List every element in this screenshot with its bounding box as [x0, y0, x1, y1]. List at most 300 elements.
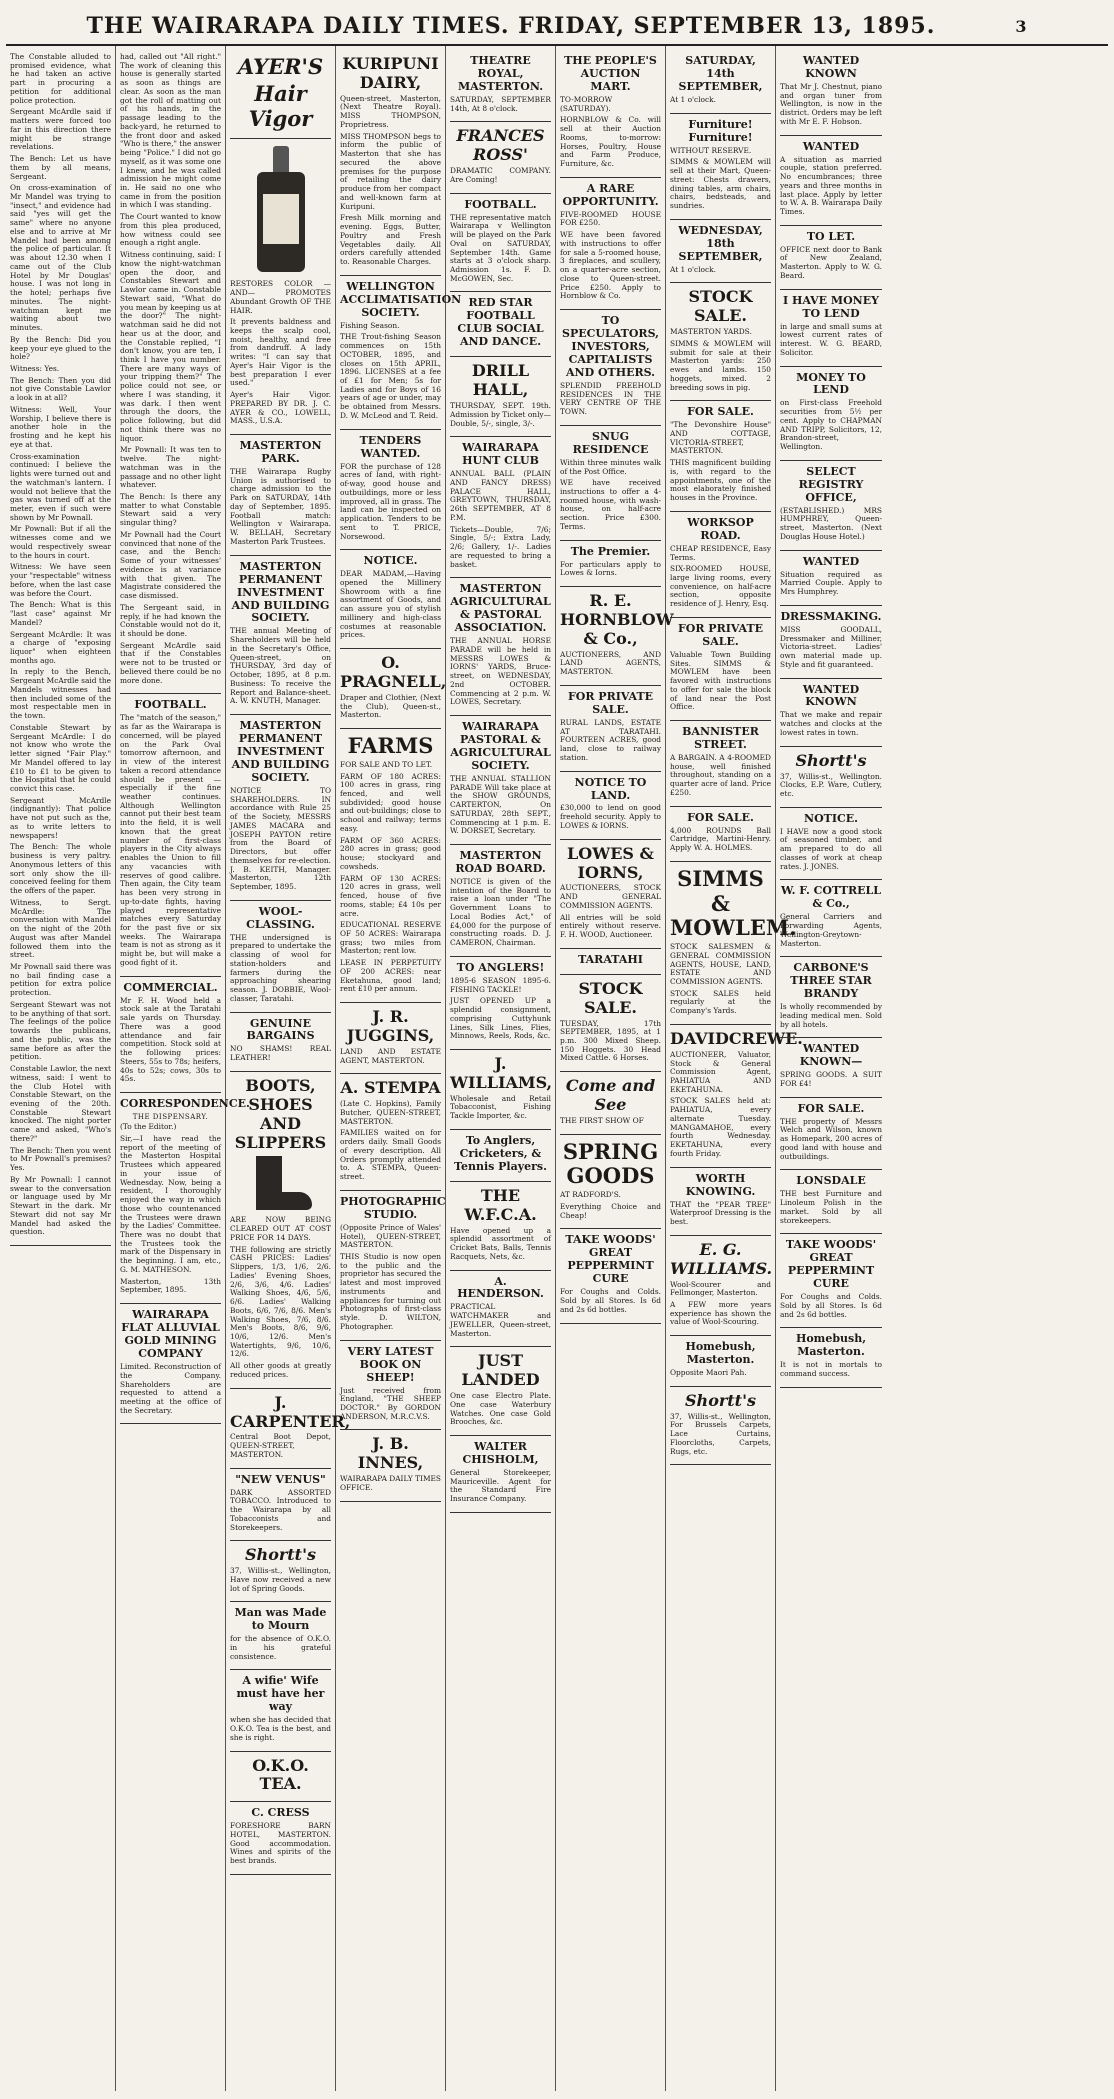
page-number: 3 [1015, 16, 1028, 36]
paragraph: Within three minutes walk of the Post Office. [560, 457, 661, 476]
article-section [340, 1003, 441, 1074]
article-section [560, 840, 661, 949]
section-heading: TO ANGLERS! [456, 960, 545, 974]
paragraph: WE have received instructions to offer a 4-roomed house, with wash-house, on half-acre section. Price £300. Terms. [560, 478, 661, 531]
paragraph: Sergeant McArdle said that if the Constables were not to be trusted or believed there could be no more done. [120, 640, 221, 685]
paragraph: The Bench: Then you did not give Constable Lawlor a look in at all? [10, 375, 111, 403]
paragraph: THE annual Meeting of Shareholders will be held in the Secretary's Office, Queen-street, on THURSDAY, 3rd day of October, 1895, at 8 p.m. Business: To receive the Report and Balance-sheet. A. W. KNUTH, Manager. [230, 626, 331, 706]
paragraph: FAMILIES waited on for orders daily. Small Goods of every description. All Orders promptly attended to. A. STEMPA, Queen-street. [340, 1128, 441, 1182]
paragraph: Sergeant McArdle (indignantly): That police have not put such as the, as to write letters to newspapers! [10, 795, 111, 840]
article-section [670, 283, 771, 401]
paragraph: 4,000 ROUNDS Ball Cartridge, Martini-Henry. Apply W. A. HOLMES. [670, 825, 771, 853]
paragraph: NOTICE is given of the intention of the Board to raise a loan under "The Government Loans to Local Bodies Act," of £4,000 for the purpose of constructing roads. D. J. CAMERON, Chairman. [450, 876, 551, 948]
article-section [780, 957, 882, 1038]
paragraph: SPRING GOODS. A SUIT FOR £4! [780, 1070, 882, 1089]
paragraph: At 1 o'clock. [670, 94, 716, 104]
article-section [560, 587, 674, 686]
article-section [670, 618, 771, 721]
paragraph: Mr Pownall said there was no bail finding case a petition for extra police protection. [10, 961, 111, 998]
paragraph: THURSDAY, SEPT. 19th. Admission by Ticket only—Double, 5/-, single, 3/-. [450, 401, 551, 428]
section-heading: TAKE WOODS' GREAT PEPPERMINT CURE [565, 1233, 656, 1286]
paragraph: By the Bench: Did you keep your eye glued to the hole? [10, 334, 111, 362]
section-heading: Homebush, Masterton. [685, 1340, 756, 1367]
article-section [560, 50, 661, 178]
article-section [230, 715, 331, 901]
article-section [340, 430, 441, 551]
paragraph: The Bench: What is this "last case" against Mr Mandel? [10, 600, 111, 627]
section-heading: TAKE WOODS' GREAT PEPPERMINT CURE [785, 1238, 877, 1291]
article-section [340, 729, 441, 1003]
section-heading: THEATRE ROYAL, MASTERTON. [457, 54, 544, 93]
section-heading: WANTED [802, 139, 860, 153]
article-section [340, 550, 441, 649]
paragraph: £30,000 to lend on good freehold security. Apply to LOWES & IORNS. [560, 803, 661, 830]
paragraph: 37, Willis-st., Wellington, For Brussels Carpets, Lace Curtains, Floorcloths, Carpets, Rugs, etc. [670, 1411, 771, 1456]
article-section [230, 50, 331, 139]
paragraph: Limited. Reconstruction of the Company. Shareholders are requested to attend a meeting at the office of the Secretary. [120, 1362, 221, 1415]
paragraph: A situation as married couple, station preferred. No encumbrances; three years and three months in last place. Apply by letter to W. A. B. Wairarapa Daily Times. [780, 154, 882, 216]
paragraph: LEASE IN PERPETUITY OF 200 ACRES: near Eketahuna, good land; rent £10 per annum. [340, 958, 441, 994]
paragraph: RESTORES COLOR —AND— PROMOTES Abundant Growth OF THE HAIR. [230, 279, 331, 315]
section-heading: WANTED KNOWN— [799, 1042, 863, 1069]
section-heading: MASTERTON PERMANENT INVESTMENT AND BUILDING SOCIETY. [231, 719, 330, 784]
paragraph: Sergeant McArdle: It was a charge of "exposing liquor" when eighteen months ago. [10, 629, 111, 665]
paragraph: Mr F. H. Wood held a stock sale at the Taratahi sale yards on Thursday. There was a good attendance and fair competition. Stock sold at the following prices: Steers, 55s to 78s; heifers, 40s to 52s; cows, 30s to 45s. [120, 995, 221, 1084]
paragraph: General Carriers and Forwarding Agents, Wellington-Greytown-Masterton. [780, 912, 882, 948]
article-section [780, 1170, 882, 1234]
paragraph: Witness, to Sergt. McArdle: The conversation with Mandel on the night of the 20th August was after Mandel followed them into the street. [10, 897, 111, 960]
section-heading: Homebush, Masterton. [795, 1332, 867, 1359]
paragraph: Valuable Town Building Sites. SIMMS & MOWLEM have been favored with instructions to offer for sale the block of land near the Post Office. [670, 649, 771, 712]
paragraph: ARE NOW BEING CLEARED OUT AT COST PRICE FOR 14 DAYS. [230, 1215, 331, 1242]
paragraph: The "match of the season," as far as the Wairarapa is concerned, will be played on the Park Oval tomorrow afternoon, and in view of the interest taken a record attendance should be present — especially if the fine weather continues. Although Wellington cannot put their best team into the field, it is well known that the great number of first-class players in the City always enables the Union to fill any vacancies with reserves of good calibre. Then again, the City team has been very strong in up-to-date fights, having played representative matches every Saturday for the past five or six weeks. The Wairarapa team is not as strong as it might be, but will make a good fight of it. [120, 713, 221, 967]
paragraph: For particulars apply to Lowes & Iorns. [560, 559, 661, 578]
paragraph: Masterton, 13th September, 1895. [120, 1276, 221, 1295]
paragraph: That we make and repair watches and clocks at the lowest rates in town. [780, 710, 882, 737]
article-section [120, 977, 221, 1093]
section-heading: TO SPECULATORS, INVESTORS, CAPITALISTS AND OTHERS. [562, 314, 659, 379]
section-heading: J. R. JUGGINS, [346, 1007, 435, 1046]
article-section [780, 136, 882, 226]
paragraph: Mr Pownall had the Court convinced that none of the case, and the Bench: Some of your witnesses' evidence is at variance with that given. The Magistrate considered the case dismissed. [120, 529, 221, 601]
paragraph: For Coughs and Colds. Sold by all Stores. Is 6d and 2s 6d bottles. [780, 1292, 882, 1319]
section-heading: FRANCES ROSS' [456, 126, 545, 165]
column-4 [336, 46, 462, 2091]
paragraph: (ESTABLISHED.) MRS HUMPHREY, Queen-street, Masterton. (Next Douglas House Hotel.) [780, 505, 882, 541]
article-section [670, 1025, 803, 1168]
section-heading: WOOL-CLASSING. [246, 904, 315, 931]
paragraph: MASTERTON YARDS. [670, 327, 752, 337]
section-heading: MASTERTON AGRICULTURAL & PASTORAL ASSOCIATION. [450, 582, 551, 635]
article-section [670, 1387, 771, 1466]
paragraph: on First-class Freehold securities from 5½ per cent. Apply to CHAPMAN AND TRIPP, Solicitors, 12, Brandon-street, Wellington. [780, 398, 882, 452]
section-heading: J. B. INNES, [357, 1434, 424, 1473]
paragraph: SATURDAY, SEPTEMBER 14th, At 8 o'clock. [450, 94, 551, 113]
paragraph: had, called out "All right." The work of cleaning this house is generally started as soon as things are clear. As soon as the man got the roll of matting out of his hands, in the passage leading to the back-yard, he returned to the front door and asked "Who is there," the answer being "Police." I did not go myself, as it was some one I knew, and he was called admission he might come in. He said no one who came in from the position in which I was standing. [120, 52, 221, 210]
section-heading: FOR SALE. [687, 810, 754, 824]
paragraph: Mr Pownall: It was ten to twelve. The night-watchman was in the passage and no other light whatever. [120, 445, 221, 490]
article-section [230, 1752, 331, 1803]
article-section [780, 367, 882, 461]
paragraph: Ayer's Hair Vigor. PREPARED BY DR. J. C. AYER & CO., LOWELL, MASS., U.S.A. [230, 390, 331, 426]
paragraph: Sergeant Stewart was not to be anything of that sort. The feelings of the police towards the publicans, and the public, was the same before as after the petition. [10, 999, 111, 1062]
section-heading: LONSDALE [796, 1174, 866, 1188]
boot-illustration [246, 1156, 316, 1212]
paragraph: Just received from England, "THE SHEEP DOCTOR." By GORDON ANDERSON, M.R.C.V.S. [340, 1385, 441, 1421]
paragraph: SPLENDID FREEHOLD RESIDENCES IN THE VERY CENTRE OF THE TOWN. [560, 380, 661, 417]
article-section [560, 975, 661, 1072]
article-section [340, 1341, 441, 1431]
section-heading: SATURDAY, 14th SEPTEMBER, [678, 54, 763, 93]
paragraph: Sir,—I have read the report of the meeting of the Masterton Hospital Trustees which appeared in your issue of Wednesday. Now, being a resident, I thoroughly enjoyed the way in which those who countenanced the Trustees were drawn by the Ladies' Committee. There was no doubt that the Trustees took the mark of the Dispensary in the beginning. I am, etc., G. M. MATHESON. [120, 1133, 221, 1274]
paragraph: FOR SALE AND TO LET. [340, 759, 433, 769]
paragraph: HORNBLOW & Co. will sell at their Auction Rooms, to-morrow: Horses, Poultry, House and Farm Produce, Furniture, &c. [560, 115, 661, 169]
section-heading: NOTICE. [804, 811, 858, 825]
paragraph: TO-MORROW (SATURDAY). [560, 94, 613, 113]
paragraph: Fresh Milk morning and evening. Eggs, Butter, Poultry and Fresh Vegetables daily. All orders carefully attended to. Reasonable Charges. [340, 213, 441, 266]
article-section [670, 220, 771, 284]
article-section [450, 1050, 551, 1130]
article-section [230, 1013, 331, 1072]
paragraph: Witness: Yes. [10, 363, 60, 373]
column-3 [226, 46, 351, 2091]
paragraph: SIX-ROOMED HOUSE, large living rooms, every convenience, on half-acre section, opposite residence of J. Henry, Esq. [670, 564, 771, 609]
section-heading: WANTED [802, 554, 860, 568]
section-heading: WAIRARAPA FLAT ALLUVIAL GOLD MINING COMPANY [121, 1308, 220, 1361]
article-section [780, 461, 882, 551]
columns [6, 46, 1108, 2091]
article-section [340, 276, 462, 430]
paragraph: At 1 o'clock. [670, 264, 716, 274]
paragraph: Have opened up a splendid assortment of Cricket Bats, Balls, Tennis Racquets, Nets, &c. [450, 1225, 551, 1261]
section-heading: GENUINE BARGAINS [246, 1016, 315, 1043]
section-heading: WAIRARAPA PASTORAL & AGRICULTURAL SOCIETY. [450, 720, 551, 772]
section-heading: BANNISTER STREET. [682, 724, 759, 751]
paragraph: STOCK SALES held regularly at the Company's Yards. [670, 988, 771, 1016]
paragraph: PRACTICAL WATCHMAKER and JEWELLER, Queen-street, Masterton. [450, 1302, 551, 1338]
paragraph: 1895-6 SEASON 1895-6. FISHING TACKLE! [450, 975, 551, 994]
article-section [670, 50, 771, 114]
article-section [230, 556, 331, 715]
article-section [340, 649, 447, 729]
paragraph: Is wholly recommended by leading medical men. Sold by all hotels. [780, 1002, 882, 1029]
article-section [230, 901, 331, 1013]
section-heading: NOTICE. [363, 554, 418, 568]
section-heading: KURIPUNI DAIRY, [342, 54, 439, 92]
section-heading: THE PEOPLE'S AUCTION MART. [564, 54, 657, 93]
section-heading: WALTER CHISHOLM, [462, 1440, 539, 1467]
paragraph: WAIRARAPA DAILY TIMES OFFICE. [340, 1474, 441, 1492]
article-section [230, 1670, 331, 1751]
article-section [230, 1389, 351, 1469]
article-section [670, 1168, 771, 1236]
article-section [230, 1072, 331, 1389]
paragraph: (Late C. Hopkins), Family Butcher, QUEEN-STREET, MASTERTON. [340, 1099, 441, 1126]
section-heading: FOR SALE. [687, 405, 754, 419]
article-section [450, 1436, 551, 1513]
paragraph: Sergeant McArdle said if matters were forced too far in this direction there might be strange revelations. [10, 107, 111, 152]
section-heading: STOCK SALE. [688, 287, 753, 326]
paragraph: MISS THOMPSON begs to inform the public of Masterton that she has secured the above premises for the purpose of retailing the dairy produce from her compact and well-known farm at Kuripuni. [340, 131, 441, 211]
article-section [450, 845, 551, 957]
column-6 [556, 46, 674, 2091]
paragraph: THIS magnificent building is, with regard to the appointments, one of the most elaborately finished houses in the Province. [670, 458, 771, 503]
section-heading: R. E. HORNBLOW & Co., [560, 591, 674, 648]
article-section [450, 1271, 551, 1348]
paragraph: THE following are strictly CASH PRICES: Ladies' Slippers, 1/3, 1/6, 2/6. Ladies' Evening Shoes, 2/6, 3/6, 4/6. Ladies' Walking Shoes, 4/6, 5/6, 6/6. Ladies' Walking Boots, 6/6, 7/6, 8/6. Men's Walking Shoes, 7/6, 8/6. Men's Boots, 8/6, 9/6, 10/6, 12/6. Men's Watertights, 9/6, 10/6, 12/6. [230, 1244, 331, 1359]
paragraph: OFFICE next door to Bank of New Zealand, Masterton. Apply to W. G. Beard. [780, 244, 882, 280]
section-heading: A wifie' Wife must have her way [236, 1674, 325, 1714]
paragraph: Wool-Scourer and Fellmonger, Masterton. [670, 1279, 771, 1298]
paragraph: Central Boot Depot, QUEEN-STREET, MASTERTON. [230, 1432, 331, 1459]
article-section [340, 1074, 441, 1190]
paragraph: In reply to the Bench, Sergeant McArdle said the Mandels witnesses had then included some of the most respectable men in the town. [10, 667, 111, 721]
section-heading: FARMS [347, 733, 434, 759]
paragraph: AUCTIONEERS, AND LAND AGENTS, MASTERTON. [560, 649, 661, 677]
section-heading: O. PRAGNELL, [340, 653, 447, 691]
section-heading: O.K.O. TEA. [252, 1755, 309, 1794]
section-heading: STOCK SALE. [578, 978, 643, 1017]
paragraph: 37, Willis-st., Wellington. Clocks, E.P. Ware, Cutlery, etc. [780, 771, 882, 798]
article-section [560, 772, 661, 840]
section-heading: TARATAHI [578, 952, 643, 966]
paragraph: TUESDAY, 17th SEPTEMBER, 1895, at 1 p.m. 300 Mixed Sheep. 150 Hoggets. 30 Head Mixed Cattle. 6 Horses. [560, 1018, 661, 1063]
article-section [450, 357, 551, 437]
article-section [450, 578, 551, 716]
article-section [780, 606, 882, 679]
paragraph: I HAVE now a good stock of seasoned timber, and am prepared to do all classes of work at cheap rates. J. JONES. [780, 826, 882, 871]
section-heading: Man was Made to Mourn [234, 1606, 327, 1633]
hair-tonic-bottle-illustration [251, 146, 311, 276]
section-heading: PHOTOGRAPHIC STUDIO. [340, 1194, 446, 1221]
article-section [450, 194, 551, 293]
masthead [6, 8, 1108, 46]
section-heading: WEDNESDAY, 18th SEPTEMBER, [678, 223, 763, 263]
paragraph: 37, Willis-st., Wellington, Have now received a new lot of Spring Goods. [230, 1566, 331, 1593]
paragraph: A FEW more years experience has shown the value of Wool-Scouring. [670, 1299, 771, 1327]
section-heading: E. G. WILLIAMS. [670, 1239, 773, 1278]
paragraph: By Mr Pownall: I cannot swear to the conversation or language used by Mr Stewart in the dark. Mr Stewart did not say Mr Mandel had asked the question. [10, 1174, 111, 1237]
paragraph: THE FIRST SHOW OF [560, 1115, 644, 1125]
article-section [560, 310, 661, 426]
paragraph: THIS Studio is now open to the public and the proprietor has secured the latest and most improved instruments and appliances for turning out Photographs of first-class style. D. WILTON, Photographer. [340, 1252, 441, 1331]
paragraph: FOR the purchase of 128 acres of land, with right-of-way, good house and outbuildings, more or less improved, all in grass. The land can be inspected on application. Tenders to be sent to T. PRICE, Norsewood. [340, 461, 441, 541]
article-section [560, 426, 661, 541]
article-section [450, 292, 551, 357]
article-section [670, 721, 771, 807]
article-section [230, 1541, 331, 1602]
section-heading: TO LET. [806, 229, 856, 243]
section-heading: WORKSOP ROAD. [687, 515, 754, 542]
paragraph: Mr Pownall: But if all the witnesses come and we would respectively swear to the hours in court. [10, 524, 111, 560]
article-section [450, 1347, 551, 1436]
paragraph: THAT the "PEAR TREE" Waterproof Dressing is the best. [670, 1199, 771, 1227]
article-section [780, 1098, 882, 1171]
article-section [120, 1093, 250, 1304]
paragraph: The Bench: The whole business is very paltry. Anonymous letters of this sort only show the ill-conceived feeling for them the offers of the paper. [10, 842, 111, 896]
article-section [10, 50, 111, 1246]
section-heading: WANTED KNOWN [802, 54, 860, 80]
section-heading: AYER'S [237, 54, 324, 79]
article-section [670, 401, 771, 512]
section-heading: W. F. COTTRELL & Co., [781, 884, 881, 911]
section-heading: THE W.F.C.A. [464, 1185, 537, 1224]
article-section [560, 1135, 661, 1230]
section-heading: LOWES & IORNS, [567, 843, 654, 882]
paragraph: DRAMATIC COMPANY. Are Coming! [450, 166, 551, 184]
paragraph: THE ANNUAL STALLION PARADE Will take place at the SHOW GROUNDS, CARTERTON, On SATURDAY, 28th SEPT., Commencing at 1 p.m. E. W. DORSET, Secretary. [450, 773, 551, 836]
paragraph: FORESHORE BARN HOTEL, MASTERTON. Good accommodation. Wines and spirits of the best brands. [230, 1821, 331, 1866]
article-section [780, 747, 882, 808]
article-section [120, 1304, 221, 1424]
section-heading: SNUG RESIDENCE [572, 429, 649, 456]
section-heading: FOR PRIVATE SALE. [677, 621, 764, 648]
section-heading: RED STAR FOOTBALL CLUB SOCIAL AND DANCE. [457, 296, 544, 349]
article-section [670, 862, 797, 1025]
section-heading: The Premier. [570, 544, 651, 558]
paragraph: WE have been favored with instructions to offer for sale a 5-roomed house, 3 fireplaces, and scullery, on a quarter-acre section, close to Queen-street. Price £250. Apply to Hornblow & Co. [560, 230, 661, 301]
column-2 [116, 46, 250, 2091]
section-heading: WELLINGTON ACCLIMATISATION SOCIETY. [340, 279, 462, 319]
article-section [340, 1430, 441, 1501]
article-section [560, 949, 661, 975]
paragraph: All entries will be sold entirely without reserve. F. H. WOOD, Auctioneer. [560, 912, 661, 940]
section-heading: DRESSMAKING. [780, 609, 882, 623]
paragraph: FARM OF 130 ACRES: 120 acres in grass, well fenced, house of five rooms, stable; £4 10s per acre. [340, 873, 441, 918]
section-heading: DAVIDCREWE. [670, 1028, 803, 1048]
section-heading: I HAVE MONEY TO LEND [783, 293, 879, 320]
section-heading: To Anglers, Cricketers, & Tennis Players. [454, 1133, 547, 1173]
paragraph: STOCK SALESMEN & GENERAL COMMISSION AGENTS, HOUSE, LAND, ESTATE AND COMMISSION AGENTS. [670, 942, 771, 986]
paragraph: A BARGAIN. A 4-ROOMED house, well finished throughout, standing on a quarter acre of land. Price £250. [670, 752, 771, 797]
article-section [340, 50, 441, 276]
article-section [780, 290, 882, 367]
paragraph: Wholesale and Retail Tobacconist, Fishing Tackle Importer, &c. [450, 1093, 551, 1121]
section-heading: FOOTBALL. [464, 197, 537, 211]
paragraph: THE property of Messrs Welch and Wilson, known as Homepark, 200 acres of good land with house and outbuildings. [780, 1116, 882, 1161]
section-heading: WANTED KNOWN [802, 682, 860, 709]
article-section [670, 512, 771, 618]
section-heading: BOOTS, SHOES AND SLIPPERS [234, 1075, 327, 1152]
paragraph: For Coughs and Colds. Sold by all Stores. Is 6d and 2s 6d bottles. [560, 1287, 661, 1314]
paragraph: Witness continuing, said: I know the night-watchman open the door, and Constables Stewart and Lawlor came in. Constable Stewart said, "What do you mean by keeping us at the door?" The night-watchman said he did not hear us at the door, and the Constable replied, "I don't know, you are ten, I think I have you number. There are many ways of your tripping them?" The police could not see, or where I was standing, it was dark. I then went through the doors, the police following, but did not think there was no liquor. [120, 250, 221, 443]
paragraph: FARM OF 180 ACRES: 100 acres in grass, ring fenced, and well subdivided; good house and out-buildings; close to school and railway; terms easy. [340, 771, 441, 833]
paragraph: EDUCATIONAL RESERVE OF 50 ACRES: Wairarapa grass; two miles from Masterton; rent low. [340, 920, 441, 956]
paragraph: Fishing Season. [340, 320, 400, 330]
paragraph: JUST OPENED UP a splendid consignment, comprising Cuttyhunk Lines, Silk Lines, Flies, Minnows, Reels, Rods, &c. [450, 996, 551, 1041]
paragraph: It is not in mortals to command success. [780, 1360, 882, 1379]
article-section [670, 114, 771, 220]
section-heading: "NEW VENUS" [235, 1472, 326, 1486]
paragraph: All other goods at greatly reduced prices. [230, 1361, 331, 1379]
section-heading: Furniture! Furniture! [688, 117, 753, 144]
paragraph: The Court wanted to know from this plea produced, how witness could see enough a right angle. [120, 212, 221, 248]
article-section [450, 957, 551, 1050]
paragraph: Draper and Clothier, (Next the Club), Queen-st., Masterton. [340, 692, 441, 720]
column-7 [666, 46, 803, 2091]
paragraph: in large and small sums at lowest current rates of interest. W. G. BEARD, Solicitor. [780, 321, 882, 357]
paragraph: The Bench: Then you went to Mr Pownall's premises? Yes. [10, 1145, 111, 1173]
article-section [230, 1802, 331, 1875]
column-5 [446, 46, 556, 2091]
paragraph: Witness: We have seen your "respectable" witness before, when the last case was before the Court. [10, 562, 111, 598]
paragraph: THE representative match Wairarapa v Wellington will be played on the Park Oval on SATURDAY, September 14th. Game starts at 3 o'clock sharp. Admission 1s. F. D. McGOWEN, Sec. [450, 212, 551, 283]
paragraph: General Storekeeper, Mauriceville. Agent for the Standard Fire Insurance Company. [450, 1468, 551, 1504]
article-section [450, 716, 551, 845]
paragraph: Constable Stewart by Sergeant McArdle: I do not know who wrote the letter signed "Fair Play." Mr Mandel offered to lay £10 to £1 to be given to the Hospital that he could convict this case. [10, 722, 111, 794]
paragraph: FARM OF 360 ACRES: 280 acres in grass; good house; stockyard and cowsheds. [340, 835, 441, 871]
section-heading: Shortt's [795, 750, 867, 770]
paragraph: ANNUAL BALL (PLAIN AND FANCY DRESS) PALACE HALL, GREYTOWN, THURSDAY, 26th SEPTEMBER, AT 8 P.M. [450, 469, 551, 522]
section-heading: J. CARPENTER, [230, 1392, 351, 1431]
section-heading: SPRING GOODS [562, 1138, 659, 1189]
paragraph: STOCK SALES held at: PAHIATUA, every alternate Tuesday. MANGAMAHOE, every fourth Wednesday. EKETAHUNA, every fourth Friday. [670, 1096, 771, 1158]
article-section [560, 541, 661, 587]
paragraph: SIMMS & MOWLEM will sell at their Mart, Queen-street: Chests drawers, dining tables, arm chairs, chairs, bedsteads, and sundries. [670, 157, 771, 210]
article-section [450, 50, 551, 122]
paragraph: Constable Lawlor, the next witness, said: I went to the Club Hotel with Constable Stewart, on the evening of the 20th. Constable Stewart knocked. The night porter came and asked, "Who's there?" [10, 1064, 111, 1143]
article-section [450, 122, 551, 193]
article-section [230, 1469, 331, 1542]
section-heading: DRILL HALL, [471, 361, 530, 400]
section-heading: CARBONE'S THREE STAR BRANDY [790, 961, 872, 1001]
section-heading: Shortt's [245, 1545, 316, 1565]
paragraph: THE best Furniture and Linoleum Polish in the market. Sold by all storekeepers. [780, 1189, 882, 1225]
article-section [230, 1602, 331, 1670]
section-heading: A. STEMPA [340, 1078, 441, 1098]
paragraph: THE Wairarapa Rugby Union is authorised to charge admission to the Park on SATURDAY, 14th day of September, 1895. Football match: Wellington v Wairarapa. W. BELLAH, Secretary Masterton Park Trustees. [230, 466, 331, 546]
paragraph: The Bench: Is there any matter to what Constable Stewart said a very singular thing? [120, 491, 221, 528]
paragraph: "The Devonshire House" AND COTTAGE, VICTORIA-STREET, MASTERTON. [670, 420, 771, 456]
article-section [780, 1328, 882, 1387]
article-section [670, 1336, 771, 1387]
article-section [120, 694, 221, 976]
paragraph: THE Trout-fishing Season commences on 15th OCTOBER, 1895, and closes on 15th APRIL, 1896. LICENSES at a fee of £1 for Men; 5s for Ladies and for Boys of 16 years of age or under, may be obtained from Messrs. D. W. McLeod and T. Reid. [340, 332, 441, 420]
section-heading: TENDERS WANTED. [359, 433, 422, 460]
paragraph: The Sergeant said, in reply, if he had known the Constable would not do it, it should be done. [120, 602, 221, 638]
paragraph: NOTICE TO SHAREHOLDERS. IN accordance with Rule 25 of the Society, MESSRS JAMES MACARA and JOSEPH PAYTON retire from the Board of Directors, but offer themselves for re-election. J. B. KEITH, Manager. Masterton, 12th September, 1895. [230, 785, 331, 891]
article-section [560, 1072, 661, 1134]
section-heading: Come and See [565, 1076, 656, 1115]
paragraph: One case Electro Plate. One case Waterbury Watches. One case Gold Brooches, &c. [450, 1391, 551, 1427]
section-subheading: THE DISPENSARY. [132, 1112, 209, 1121]
section-heading: FOR PRIVATE SALE. [567, 689, 654, 716]
article-section [230, 435, 331, 556]
section-heading: JUST LANDED [461, 1351, 540, 1390]
paragraph: AT RADFORD'S. [560, 1190, 621, 1200]
article-section [450, 1182, 551, 1271]
paragraph: Queen-street, Masterton, (Next Theatre Royal). MISS THOMPSON, Proprietress. [340, 93, 441, 129]
paragraph: It prevents baldness and keeps the scalp cool, moist, healthy, and free from dandruff. A lady writes: "I can say that Ayer's Hair Vigor is the best preparation I ever used." [230, 317, 331, 388]
paragraph: DARK ASSORTED TOBACCO. Introduced to the Wairarapa by all Tobacconists and Storekeepers. [230, 1487, 331, 1532]
section-heading: A RARE OPPORTUNITY. [562, 181, 659, 208]
paragraph: DEAR MADAM,—Having opened the Millinery Showroom with a fine assortment of Goods, and can assure you of stylish millinery and high-class costumes at reasonable prices. [340, 569, 441, 640]
article-section [780, 226, 882, 290]
article-section [560, 1229, 661, 1323]
article-section [780, 1038, 882, 1097]
section-heading: WAIRARAPA HUNT CLUB [462, 441, 539, 468]
paragraph: Cross-examination continued: I believe the lights were turned out and the watchman's lantern. I would not believe that the gas was turned off at the meter, even if such were shown by Mr Pownall. [10, 451, 111, 522]
paragraph: AUCTIONEERS, STOCK AND GENERAL COMMISSION AGENTS. [560, 883, 661, 910]
paragraph: That Mr J. Chestnut, piano and organ tuner from Wellington, is now in the district. Orders may be left with Mr E. F. Hobson. [780, 81, 882, 126]
paragraph: MISS GOODALL, Dressmaker and Milliner, Victoria-street. Ladies' own material made up. Style and fit guaranteed. [780, 624, 882, 669]
section-heading: CORRESPONDENCE. [120, 1096, 250, 1110]
section-heading: C. CRESS [251, 1806, 310, 1820]
article-section [560, 178, 661, 310]
section-heading: MONEY TO LEND [796, 370, 866, 397]
article-section [340, 1191, 446, 1341]
section-heading-extra: Hair Vigor [248, 80, 313, 131]
